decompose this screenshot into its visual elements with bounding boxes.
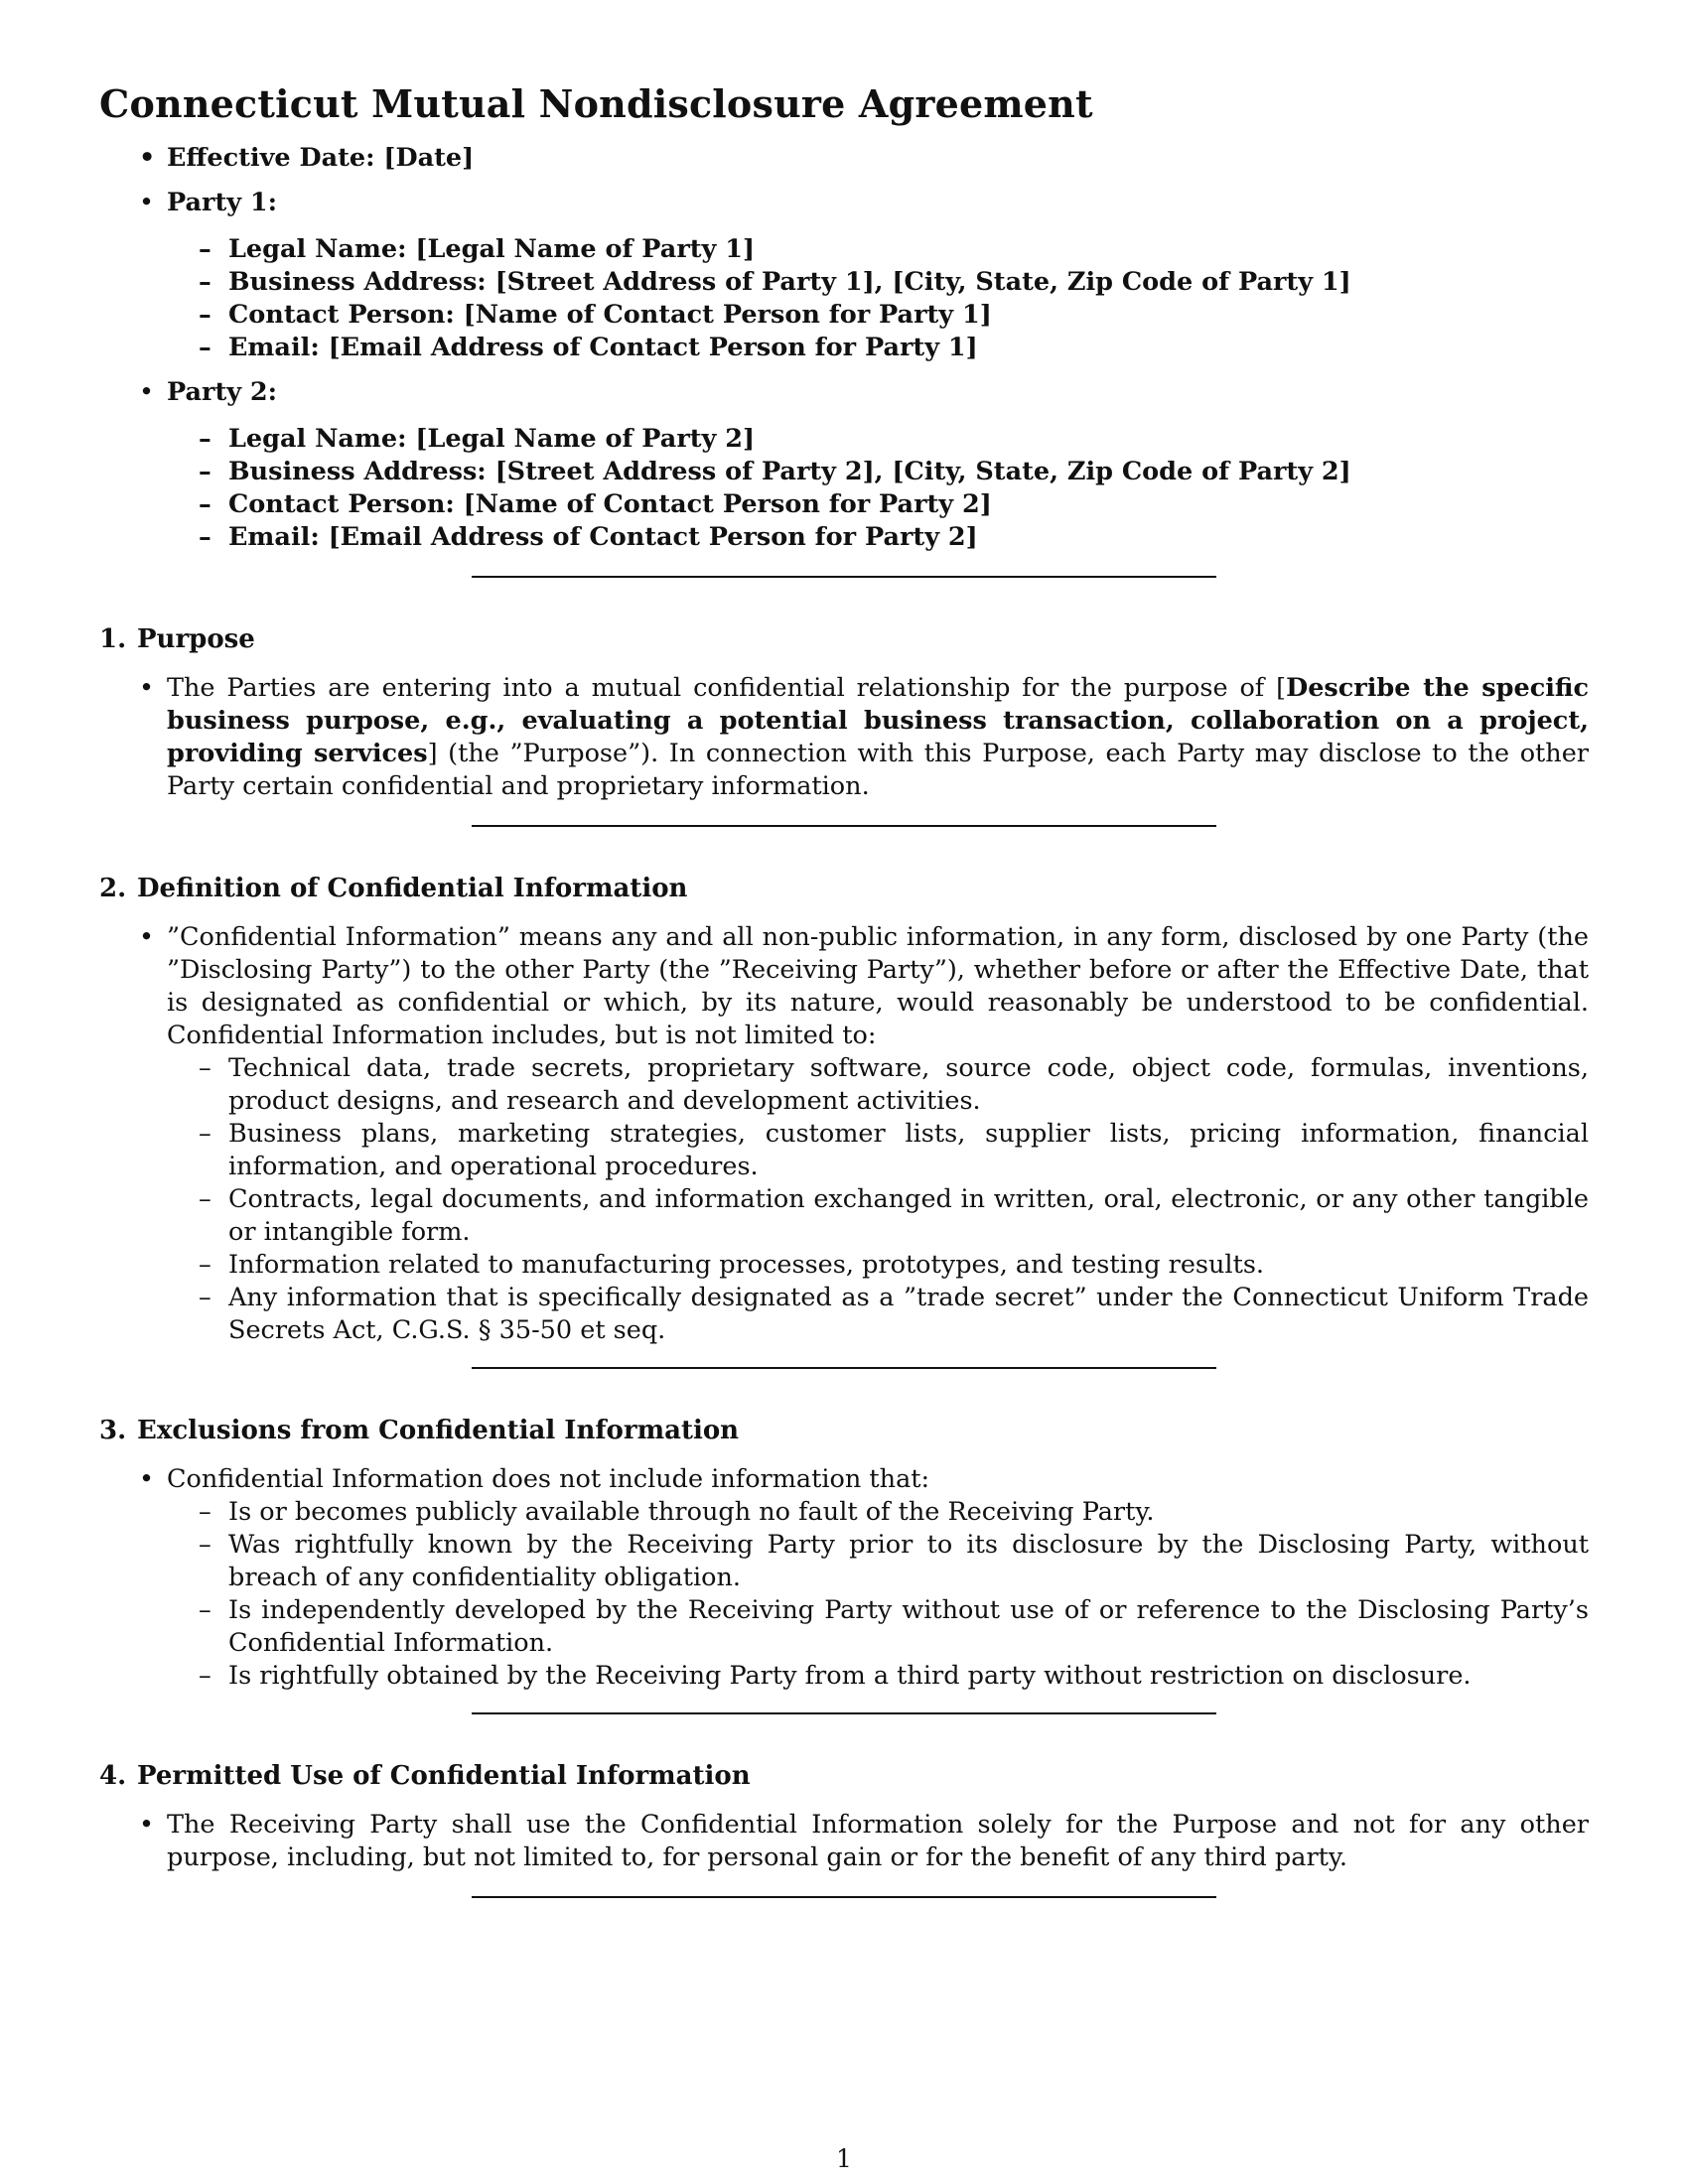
party1-legal-name: – Legal Name: [Legal Name of Party 1]: [167, 233, 1589, 266]
exclusion-items: [167, 1496, 1589, 1693]
party2-business-address: – Business Address: [Street Address of Party 2], [City, State, Zip Code of Party 2]: [167, 456, 1589, 488]
section-heading: 1. Purpose: [99, 624, 255, 654]
party2-label: Party 2:: [167, 377, 278, 407]
party1-details: [167, 233, 1589, 364]
list-item: – Technical data, trade secrets, proprietary software, source code, object code, formulas, inventions, product designs, and research and development activities.: [167, 1052, 1589, 1118]
section-4-list: [99, 1809, 1589, 1874]
effective-date: • Effective Date: [Date]: [99, 142, 1589, 175]
party1-business-address: – Business Address: [Street Address of Party 1], [City, State, Zip Code of Party 1]: [167, 266, 1589, 299]
divider: [472, 1367, 1216, 1369]
exclusions-text: • Confidential Information does not include information that: – Is or becomes publicly available through no fault of the Receiving Party. – Was rightfully known by the Receiving Party prior to its disclosure by the Disclosing Party, without breach of any confidentiality obligation. – Is independently developed by the Receiving Party without use of or reference to the Disclosing Party’s Confidential Information. – Is rightfully obtained by the Receiving Party from a third party without restriction on disclosure.: [99, 1463, 1589, 1693]
document-page: [99, 81, 1590, 1898]
section-2-list: [99, 921, 1589, 1347]
list-item: – Information related to manufacturing processes, prototypes, and testing results.: [167, 1249, 1589, 1282]
section-heading: 3. Exclusions from Confidential Information: [99, 1416, 740, 1445]
list-item: – Business plans, marketing strategies, customer lists, supplier lists, pricing information, financial information, and operational procedures.: [167, 1118, 1589, 1183]
section-3-list: [99, 1463, 1589, 1693]
page-number: 1: [836, 2144, 852, 2173]
list-item: – Is rightfully obtained by the Receiving Party from a third party without restriction on disclosure.: [167, 1660, 1589, 1693]
section-heading: 2. Definition of Confidential Information: [99, 874, 688, 903]
divider: [472, 825, 1216, 827]
party2-details: [167, 423, 1589, 554]
divider: [472, 1896, 1216, 1898]
document-title: Connecticut Mutual Nondisclosure Agreement: [99, 81, 1093, 126]
party1-contact-person: – Contact Person: [Name of Contact Person for Party 1]: [167, 299, 1589, 332]
divider: [472, 1712, 1216, 1714]
list-item: – Any information that is specifically designated as a ”trade secret” under the Connecticut Uniform Trade Secrets Act, C.G.S. § 35-50 et seq.: [167, 1282, 1589, 1347]
party2-email: – Email: [Email Address of Contact Person for Party 2]: [167, 521, 1589, 554]
list-item: – Is or becomes publicly available through no fault of the Receiving Party.: [167, 1496, 1589, 1529]
definition-text: • ”Confidential Information” means any and all non-public information, in any form, disclosed by one Party (the ”Disclosing Party”) to the other Party (the ”Receiving Party”), whether before or after the Effective Date, that is designated as confidential or which, by its nature, would reasonably be understood to be confidential. Confidential Information includes, but is not limited to: – Technical data, trade secrets, proprietary software, source code, object code, formulas, inventions, product designs, and research and development activities. – Business plans, marketing strategies, customer lists, supplier lists, pricing information, financial information, and operational procedures. – Contracts, legal documents, and information exchanged in written, oral, electronic, or any other tangible or intangible form. – Information related to manufacturing processes, prototypes, and testing results. – Any information that is specifically designated as a ”trade secret” under the Connecticut Uniform Trade Secrets Act, C.G.S. § 35-50 et seq.: [99, 921, 1589, 1347]
divider: [472, 576, 1216, 578]
definition-items: [167, 1052, 1589, 1347]
party1-block: [99, 187, 1589, 364]
party1-email: – Email: [Email Address of Contact Person for Party 1]: [167, 332, 1589, 364]
list-item: – Was rightfully known by the Receiving Party prior to its disclosure by the Disclosing Party, without breach of any confidentiality obligation.: [167, 1529, 1589, 1594]
section-heading: 4. Permitted Use of Confidential Information: [99, 1761, 751, 1791]
list-item: – Is independently developed by the Receiving Party without use of or reference to the Disclosing Party’s Confidential Information.: [167, 1594, 1589, 1660]
party2-legal-name: – Legal Name: [Legal Name of Party 2]: [167, 423, 1589, 456]
party2-contact-person: – Contact Person: [Name of Contact Person for Party 2]: [167, 488, 1589, 521]
permitted-use-text: • The Receiving Party shall use the Confidential Information solely for the Purpose and not for any other purpose, including, but not limited to, for personal gain or for the benefit of any third party.: [99, 1809, 1589, 1874]
purpose-text: • The Parties are entering into a mutual confidential relationship for the purpose of [Describe the specific business purpose, e.g., evaluating a potential business transaction, collaboration on a project, providing services] (the ”Purpose”). In connection with this Purpose, each Party may disclose to the other Party certain confidential and proprietary information.: [99, 672, 1589, 803]
header-list: [99, 142, 1589, 554]
section-1-list: [99, 672, 1589, 803]
party1-label: Party 1:: [167, 188, 278, 217]
party2-block: [99, 376, 1589, 554]
list-item: – Contracts, legal documents, and information exchanged in written, oral, electronic, or any other tangible or intangible form.: [167, 1183, 1589, 1249]
